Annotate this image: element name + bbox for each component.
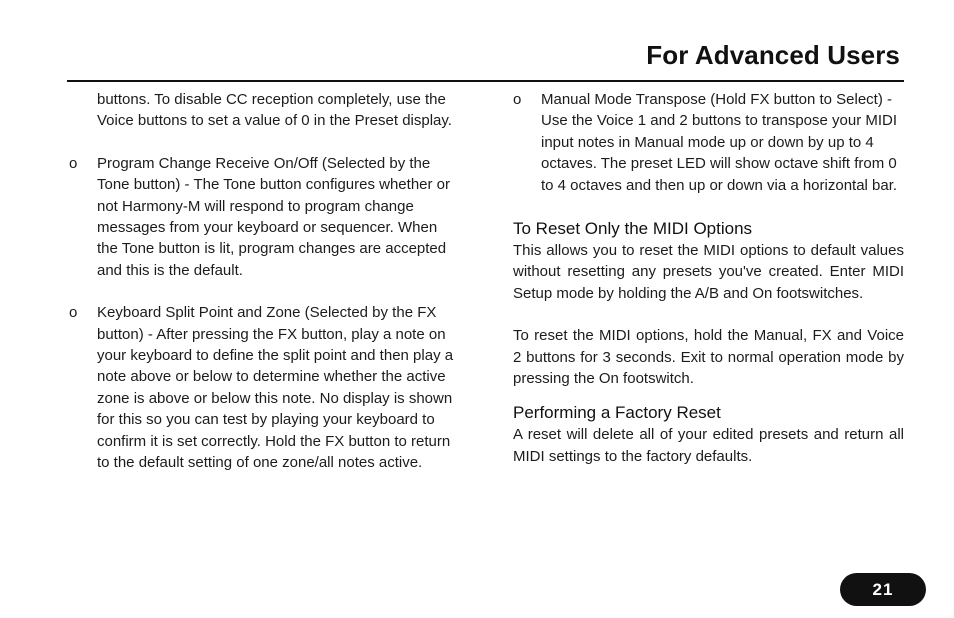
- list-item-text: Keyboard Split Point and Zone (Selected by the FX button) - After pressing the FX button, play a note on your keyboard to define the split point and then play a note above or below to determine whether the active zone is above or below this note. No display is shown for this so you can test by playing your keyboard to confirm it is set correctly. Hold the FX button to return to the default setting of one zone/all notes active.: [97, 304, 454, 472]
- section-heading-reset-midi: To Reset Only the MIDI Options: [513, 219, 753, 239]
- page-title: For Advanced Users: [646, 40, 900, 70]
- bullet-marker: o: [69, 304, 78, 322]
- reset-midi-paragraph-2: To reset the MIDI options, hold the Manual, FX and Voice 2 buttons for 3 seconds. Exit to normal operation mode by pressing the On footswitch.: [513, 327, 904, 388]
- list-item-manual-transpose: [513, 89, 904, 196]
- left-column: [67, 89, 462, 474]
- list-item-split-point: [67, 302, 462, 473]
- page-number-badge: 21: [840, 573, 926, 606]
- right-column: [513, 89, 904, 467]
- list-item-text: Manual Mode Transpose (Hold FX button to Select) - Use the Voice 1 and 2 buttons to transpose your MIDI input notes in Manual mode up or down by up to 4 octaves. The preset LED will show octave shift from 0 to 4 octaves and then up or down via a horizontal bar.: [541, 91, 898, 194]
- header-divider: [67, 80, 904, 82]
- factory-reset-paragraph: A reset will delete all of your edited presets and return all MIDI settings to the factory defaults.: [513, 426, 904, 465]
- bullet-marker: o: [513, 91, 522, 108]
- list-item-text: Program Change Receive On/Off (Selected by the Tone button) - The Tone button configures whether or not Harmony-M will respond to program change messages from your keyboard or sequencer. When the Tone button is lit, program changes are accepted and this is the default.: [97, 154, 451, 279]
- continuation-paragraph: buttons. To disable CC reception completely, use the Voice buttons to set a value of 0 in the Preset display.: [97, 91, 452, 130]
- bullet-marker: o: [69, 154, 78, 172]
- list-item-program-change: [67, 153, 462, 281]
- reset-midi-paragraph-1: This allows you to reset the MIDI options to default values without resetting any presets you've created. Enter MIDI Setup mode by holding the A/B and On footswitches.: [513, 242, 904, 302]
- section-heading-factory-reset: Performing a Factory Reset: [513, 403, 721, 423]
